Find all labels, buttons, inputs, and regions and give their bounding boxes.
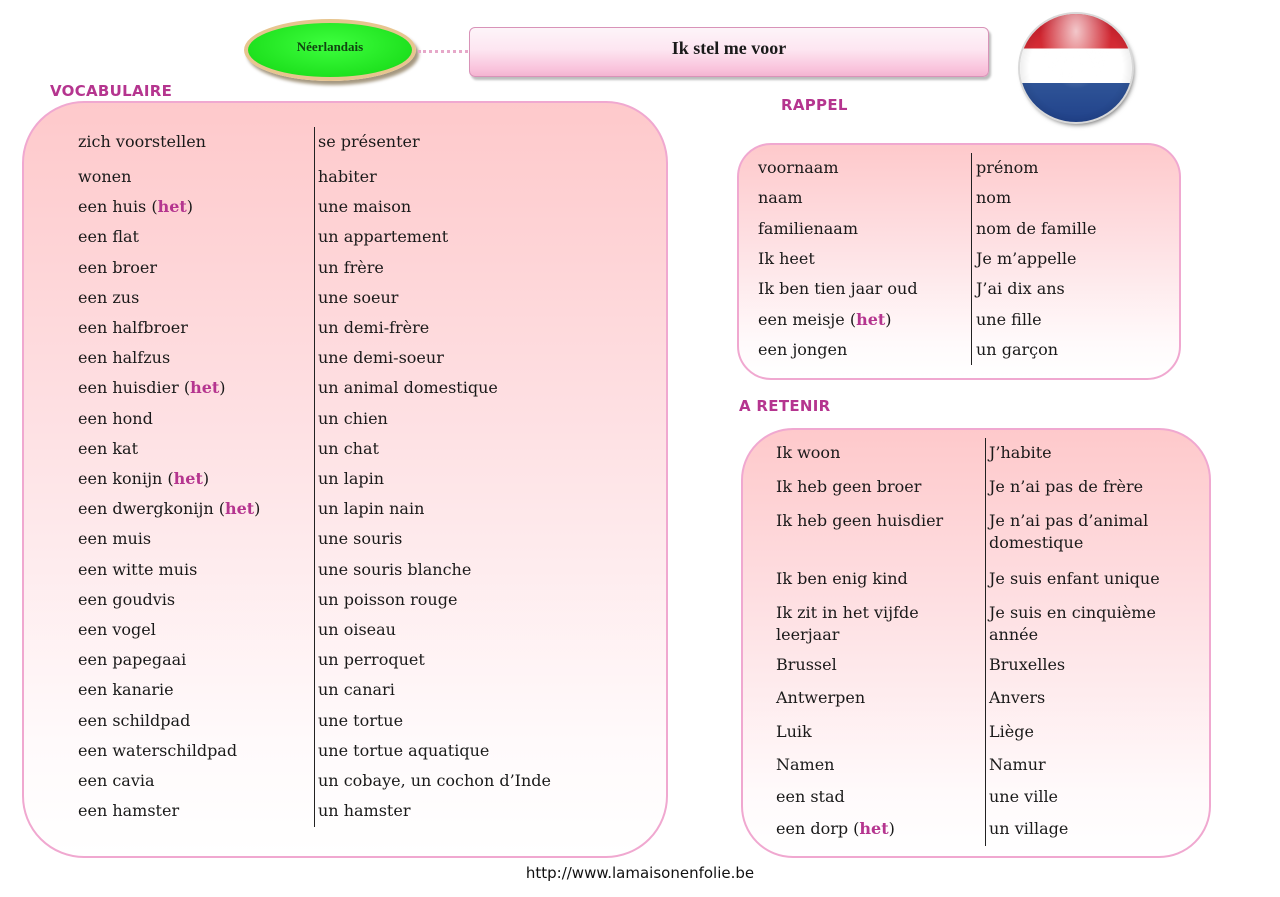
het-article: het (190, 378, 220, 398)
french-translation: Liège (989, 722, 1034, 741)
dutch-term: een huisdier (het) (78, 378, 226, 398)
french-translation: une soeur (318, 287, 399, 307)
french-translation: un canari (318, 680, 395, 700)
french-translation: un hamster (318, 801, 411, 821)
french-translation: un perroquet (318, 650, 425, 670)
dutch-term (776, 654, 980, 676)
het-article: het (859, 819, 889, 838)
dutch-term (758, 248, 968, 270)
dutch-word: een kanarie (78, 680, 174, 700)
french-translation: un chat (318, 438, 379, 458)
dutch-word: familienaam (758, 218, 859, 238)
column-divider (971, 153, 972, 365)
dutch-word: Antwerpen (776, 688, 866, 707)
dutch-word: een dorp (776, 819, 849, 838)
dutch-word: een huisdier (78, 378, 179, 398)
dutch-term (758, 187, 968, 209)
het-article: het (224, 499, 255, 519)
french-translation: Je suis en cinquième année (989, 603, 1156, 644)
dutch-word: een halfbroer (78, 318, 188, 337)
french-translation: un chien (318, 408, 388, 428)
retenir-heading: A RETENIR (739, 397, 831, 415)
dutch-term (78, 559, 308, 581)
dutch-word: Ik heet (758, 248, 815, 268)
dutch-word: een goudvis (78, 589, 176, 609)
french-translation: un animal domestique (318, 378, 498, 398)
french-translation: un lapin nain (318, 499, 425, 519)
french-translation: prénom (976, 158, 1039, 177)
dutch-word: een zus (78, 287, 140, 307)
dutch-term (758, 339, 968, 361)
dutch-term (776, 687, 980, 709)
dutch-term (776, 476, 980, 498)
retenir-panel (741, 428, 1211, 858)
french-translation: une ville (989, 787, 1059, 806)
french-translation: un cobaye, un cochon d’Inde (318, 771, 551, 790)
dutch-word: Ik heb geen huisdier (776, 511, 944, 530)
dutch-term: een konijn (het) (78, 469, 210, 488)
footer-url: http://www.lamaisonenfolie.be (525, 864, 755, 882)
dutch-term: een meisje (het) (758, 309, 892, 329)
dutch-term (758, 278, 968, 300)
het-article: het (173, 469, 203, 488)
dutch-word: wonen (78, 167, 132, 186)
dutch-term (776, 510, 980, 532)
french-translation: une fille (976, 309, 1042, 329)
dutch-term (78, 589, 308, 611)
dutch-term: een dorp (het) (776, 819, 895, 838)
dutch-term (78, 438, 308, 460)
french-translation: une souris (318, 529, 403, 549)
french-translation: se présenter (318, 132, 420, 151)
dutch-term (78, 317, 308, 339)
french-translation: Bruxelles (989, 655, 1066, 674)
dutch-word: Ik ben tien jaar oud (758, 279, 918, 299)
dutch-term (776, 602, 980, 646)
het-article: het (157, 197, 187, 217)
dutch-term (78, 800, 308, 822)
dutch-word: een kat (78, 438, 138, 458)
french-translation: un frère (318, 257, 384, 277)
french-translation: J’ai dix ans (976, 279, 1065, 299)
dutch-term (78, 740, 308, 762)
dutch-word: een flat (78, 227, 139, 247)
french-translation: une souris blanche (318, 559, 472, 579)
french-translation: un village (989, 819, 1069, 838)
vocabulaire-panel (22, 101, 668, 858)
dutch-word: Namen (776, 755, 835, 774)
dutch-word: een waterschildpad (78, 740, 238, 760)
french-translation: Anvers (989, 688, 1046, 707)
dutch-word: een stad (776, 787, 845, 806)
dutch-word: zich voorstellen (78, 132, 206, 151)
het-article: het (856, 309, 886, 329)
dutch-term (78, 619, 308, 641)
dutch-word: een muis (78, 529, 152, 549)
dutch-word: een dwergkonijn (78, 499, 214, 519)
dutch-term (78, 166, 308, 188)
french-translation: J’habite (989, 443, 1052, 462)
dutch-word: een hond (78, 408, 153, 428)
french-translation: un garçon (976, 339, 1059, 359)
dutch-word: een witte muis (78, 559, 198, 579)
dutch-term (78, 679, 308, 701)
dutch-term (78, 649, 308, 671)
french-translation: une tortue (318, 710, 404, 730)
french-translation: un lapin (318, 469, 385, 488)
french-translation: habiter (318, 167, 377, 186)
dutch-word: een papegaai (78, 650, 187, 670)
rappel-panel (737, 143, 1181, 380)
french-translation: une maison (318, 197, 412, 217)
dutch-term (776, 786, 980, 808)
language-badge-label: Néerlandais (296, 39, 364, 54)
dutch-word: een vogel (78, 620, 156, 639)
dutch-word: Ik ben enig kind (776, 569, 908, 588)
vocabulaire-heading: VOCABULAIRE (50, 82, 173, 100)
dutch-term (776, 568, 980, 590)
french-translation: une demi-soeur (318, 348, 444, 368)
dutch-word: een meisje (758, 309, 845, 329)
dutch-word: Ik zit in het vijfde leerjaar (776, 603, 919, 644)
dutch-word: een halfzus (78, 348, 171, 368)
dutch-term (78, 770, 308, 792)
column-divider (314, 127, 315, 827)
french-translation: une tortue aquatique (318, 740, 490, 760)
dutch-word: een huis (78, 197, 147, 217)
french-translation: Je n’ai pas de frère (989, 477, 1144, 496)
dutch-term (776, 442, 980, 464)
dutch-term (78, 347, 308, 369)
dutch-word: Luik (776, 722, 812, 741)
dutch-word: een jongen (758, 339, 848, 359)
french-translation: nom de famille (976, 218, 1097, 238)
dutch-word: naam (758, 188, 803, 208)
dutch-word: voornaam (758, 158, 839, 177)
page-title: Ik stel me voor (469, 27, 989, 77)
dutch-term (758, 218, 968, 240)
french-translation: Je m’appelle (976, 248, 1077, 268)
connector-dots (418, 50, 468, 53)
dutch-term (78, 528, 308, 550)
dutch-term (78, 287, 308, 309)
french-translation: Namur (989, 755, 1046, 774)
dutch-term (776, 721, 980, 743)
dutch-term (78, 226, 308, 248)
dutch-word: Ik heb geen broer (776, 477, 922, 496)
dutch-word: een broer (78, 257, 157, 277)
netherlands-flag-icon (1020, 14, 1132, 122)
dutch-term: een huis (het) (78, 197, 194, 217)
dutch-word: een hamster (78, 801, 180, 821)
french-translation: un appartement (318, 227, 449, 247)
french-translation: Je suis enfant unique (989, 569, 1160, 588)
french-translation: un demi-frère (318, 318, 430, 337)
french-translation: un poisson rouge (318, 589, 458, 609)
dutch-term (776, 754, 980, 776)
dutch-term (78, 131, 308, 153)
dutch-word: een cavia (78, 771, 155, 790)
dutch-term (78, 710, 308, 732)
column-divider (985, 438, 986, 846)
french-translation: un oiseau (318, 620, 396, 639)
french-translation: nom (976, 188, 1012, 208)
dutch-word: een schildpad (78, 710, 191, 730)
dutch-term (78, 408, 308, 430)
language-badge (244, 19, 416, 81)
dutch-term: een dwergkonijn (het) (78, 499, 261, 519)
rappel-heading: RAPPEL (781, 96, 848, 114)
dutch-word: Ik woon (776, 443, 841, 462)
dutch-term (78, 257, 308, 279)
french-translation: Je n’ai pas d’animal domestique (989, 511, 1149, 552)
dutch-word: Brussel (776, 655, 837, 674)
dutch-term (758, 157, 968, 179)
dutch-word: een konijn (78, 469, 163, 488)
